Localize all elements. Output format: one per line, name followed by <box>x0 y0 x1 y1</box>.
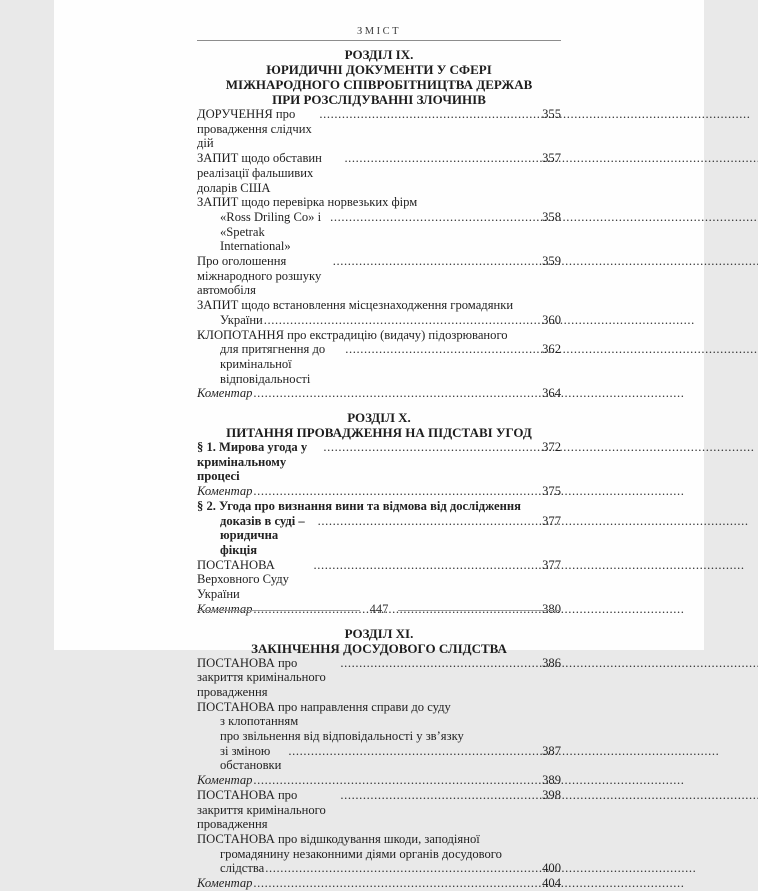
section-heading-line: ЮРИДИЧНІ ДОКУМЕНТИ У СФЕРІ <box>266 62 492 77</box>
dot-leader <box>314 558 542 573</box>
toc-page-number: 389 <box>542 773 561 788</box>
toc-section-3 <box>197 626 561 891</box>
toc-entry-line <box>197 744 561 773</box>
toc-entry-text: України <box>220 312 263 327</box>
toc-entry-text: ПОСТАНОВА про закриття кримінального провадження <box>197 787 329 832</box>
toc-page-number: 387 <box>542 743 561 758</box>
book-page <box>54 0 704 891</box>
toc-page-number: 386 <box>542 655 561 670</box>
toc-entry-line <box>197 876 561 891</box>
dot-leader <box>253 484 541 499</box>
toc-entry-line <box>197 773 561 788</box>
toc-entry <box>197 558 561 602</box>
toc-entry <box>197 499 561 558</box>
toc-entry <box>197 700 561 774</box>
toc-page-number: 377 <box>542 513 561 528</box>
toc-entry <box>197 876 561 891</box>
toc-entry-text: § 1. Мирова угода у кримінальному процесі <box>197 440 311 484</box>
dot-leader <box>253 773 541 788</box>
toc-entry-text: Коментар <box>197 876 253 891</box>
toc-entry <box>197 832 561 876</box>
toc-section-2 <box>197 410 561 616</box>
toc-entry-line <box>197 499 561 514</box>
toc-entry-line <box>197 254 561 298</box>
dot-leader <box>333 254 541 269</box>
section-heading-line: ПИТАННЯ ПРОВАДЖЕННЯ НА ПІДСТАВІ УГОД <box>226 425 532 441</box>
dot-leader <box>340 788 541 803</box>
toc-entry-line <box>197 151 561 195</box>
toc-entry-text: ДОРУЧЕННЯ про провадження слідчих дій <box>197 107 315 151</box>
dot-leader <box>288 744 541 759</box>
toc-page-number: 358 <box>542 209 561 224</box>
toc-entry-text: доказів в суді – юридична фікція <box>220 513 308 557</box>
toc-entry-text: ПОСТАНОВА про направлення справи до суду <box>197 699 451 714</box>
toc-entry-line <box>197 195 561 210</box>
toc-entry-line <box>197 700 561 715</box>
toc-entry <box>197 788 561 832</box>
toc-entry-line <box>197 313 561 328</box>
header-rule <box>197 40 561 41</box>
toc-entry-line <box>197 514 561 558</box>
section-heading-line: РОЗДІЛ IX. <box>344 47 414 62</box>
toc-entry <box>197 484 561 499</box>
toc-entry-line <box>197 729 561 744</box>
toc-entry <box>197 773 561 788</box>
toc-entry-line <box>197 861 561 876</box>
toc-entry-line <box>197 847 561 862</box>
footer-rule-right <box>398 610 561 611</box>
toc-entry-line <box>197 107 561 151</box>
toc-entry-text: для притягнення до кримінальної відповідальності <box>220 342 329 386</box>
toc-entry-text: Коментар <box>197 773 253 788</box>
toc-entry-text: Коментар <box>197 386 253 401</box>
toc-entry-line <box>197 558 561 602</box>
dot-leader <box>340 656 541 671</box>
toc-page-number: 404 <box>542 876 561 891</box>
toc-entry-line <box>197 298 561 313</box>
toc-page-number: 359 <box>542 254 561 269</box>
dot-leader <box>319 107 541 122</box>
running-head-title: ЗМІСТ <box>356 26 401 37</box>
toc-entry-text: ПОСТАНОВА про відшкодування шкоди, заподіяної <box>197 831 480 846</box>
toc-entry-text: ЗАПИТ щодо встановлення місцезнаходження громадянки <box>197 298 514 313</box>
toc-entry-text: «Ross Driling Co» і «Spetrak International» <box>220 209 325 254</box>
toc-entry-text: ПОСТАНОВА про закриття кримінального провадження <box>197 655 329 699</box>
toc-entry-text: зі зміною обстановки <box>220 743 282 773</box>
toc-entry-line <box>197 788 561 832</box>
toc-page-number: 375 <box>542 484 561 499</box>
dot-leader <box>253 386 541 401</box>
toc-page-number: 364 <box>542 386 561 401</box>
page-number: 447 <box>369 602 389 616</box>
toc-entry-text: Про оголошення міжнародного розшуку автомобіля <box>197 254 325 298</box>
toc-entry <box>197 298 561 327</box>
section-heading-line: РОЗДІЛ XI. <box>344 625 414 641</box>
dot-leader <box>323 440 541 455</box>
toc-entry-line <box>197 484 561 499</box>
dot-leader <box>318 514 542 529</box>
toc-entry-line <box>197 832 561 847</box>
toc-entry-text: з клопотанням <box>220 714 299 729</box>
toc-entry <box>197 656 561 700</box>
dot-leader <box>345 342 541 357</box>
toc-entry-line <box>197 210 561 254</box>
section-heading-line: ЗАКІНЧЕННЯ ДОСУДОВОГО СЛІДСТВА <box>251 640 507 656</box>
toc-page-number: 398 <box>542 787 561 802</box>
toc-page-number: 360 <box>542 312 561 327</box>
dot-leader <box>330 210 541 225</box>
toc-page-number: 355 <box>542 107 561 121</box>
toc-page-number: 380 <box>542 601 561 616</box>
dot-leader <box>265 861 541 876</box>
footer-rule-left <box>197 610 360 611</box>
page-footer <box>197 603 561 618</box>
toc-page-number: 377 <box>542 557 561 572</box>
section-heading-line: РОЗДІЛ X. <box>347 410 411 426</box>
dot-leader <box>344 151 541 166</box>
toc-entry-text: Коментар <box>197 601 253 616</box>
section-heading-line: ПРИ РОЗСЛІДУВАННІ ЗЛОЧИНІВ <box>272 92 486 107</box>
toc-entry-text: про звільнення від відповідальності у зв’язку <box>220 729 464 744</box>
toc-entry-line <box>197 714 561 729</box>
toc-page-number: 362 <box>542 342 561 357</box>
toc-entry-line <box>197 328 561 343</box>
toc-entry <box>197 386 561 401</box>
toc-page-number: 372 <box>542 440 561 455</box>
toc-entry-text: КЛОПОТАННЯ про екстрадицію (видачу) підозрюваного <box>197 327 508 342</box>
toc-entry-text: § 2. Угода про визнання вини та відмова від дослідження <box>197 498 521 513</box>
dot-leader <box>264 313 541 328</box>
toc-entry-text: ЗАПИТ щодо обставин реалізації фальшивих доларів США <box>197 151 326 195</box>
toc-entry-line <box>197 386 561 401</box>
toc-page-number: 357 <box>542 151 561 166</box>
section-heading-line: МІЖНАРОДНОГО СПІВРОБІТНИЦТВА ДЕРЖАВ <box>225 77 533 92</box>
toc-entry-text: ПОСТАНОВА Верховного Суду України <box>197 557 293 602</box>
table-of-contents <box>197 47 561 891</box>
page-header <box>54 0 704 41</box>
toc-entry <box>197 151 561 195</box>
toc-page-number: 400 <box>542 861 561 876</box>
toc-entry <box>197 328 561 387</box>
toc-entry-text: громадянину незаконними діями органів досудового <box>220 846 502 861</box>
toc-entry <box>197 107 561 151</box>
toc-entry-line <box>197 656 561 700</box>
toc-entry-text: слідства <box>220 861 265 876</box>
toc-entry-line <box>197 440 561 484</box>
toc-entry-line <box>197 342 561 386</box>
toc-entry-text: Коментар <box>197 484 253 499</box>
toc-section-1 <box>197 47 561 401</box>
toc-entry-text: ЗАПИТ щодо перевірка норвезьких фірм <box>197 195 418 210</box>
toc-entry <box>197 195 561 254</box>
dot-leader <box>253 876 541 891</box>
toc-entry <box>197 254 561 298</box>
toc-entry <box>197 440 561 484</box>
